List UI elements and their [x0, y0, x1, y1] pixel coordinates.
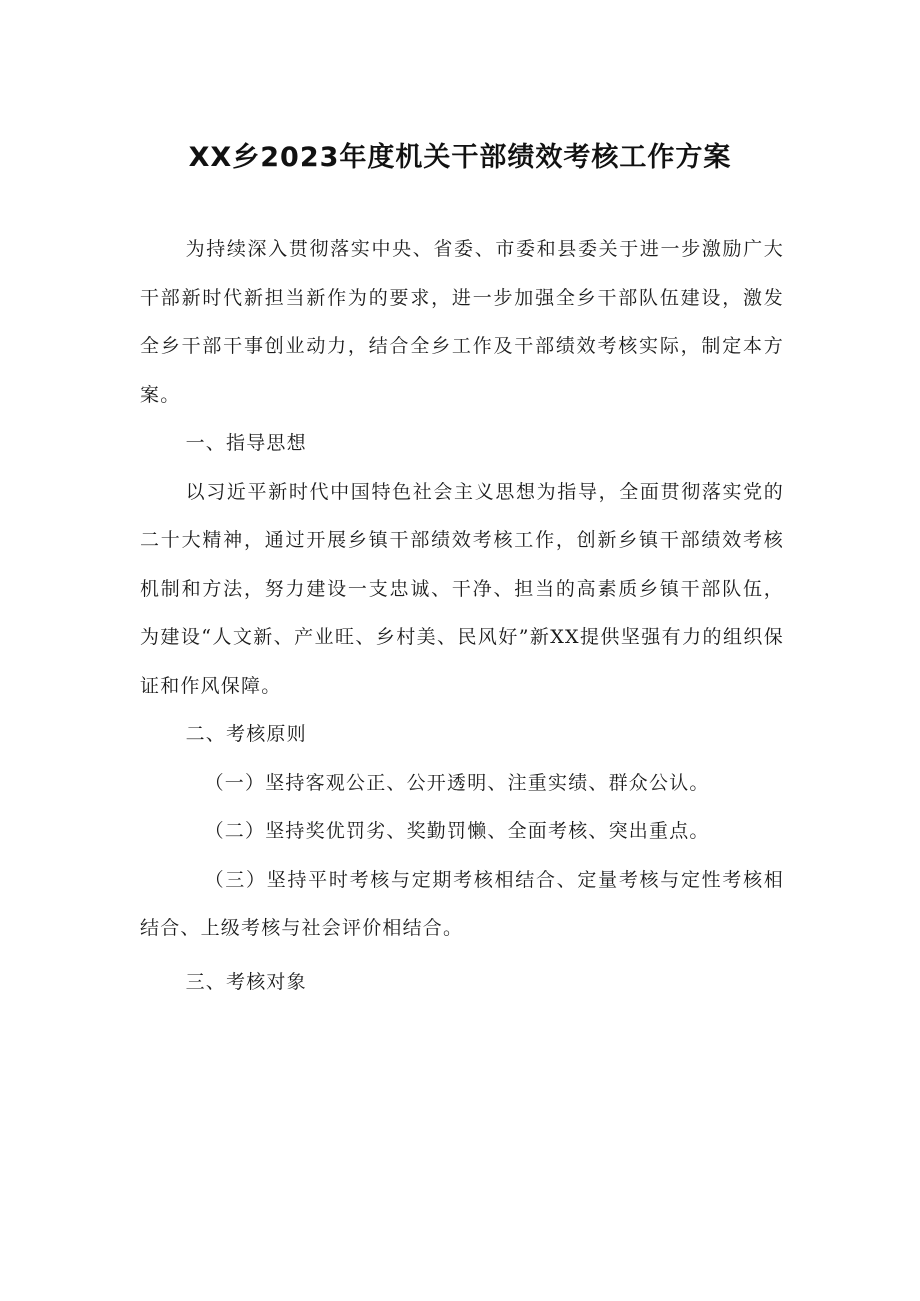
section-heading-assessment-targets: 三、考核对象	[185, 970, 307, 993]
document-title: XX乡2023年度机关干部绩效考核工作方案	[188, 142, 732, 173]
principle-item-2: （二）坚持奖优罚劣、奖勤罚懒、全面考核、突出重点。	[204, 820, 710, 842]
guiding-thought-paragraph: 以习近平新时代中国特色社会主义思想为指导，全面贯彻落实党的二十大精神，通过开展乡镇干部绩效考核工作，创新乡镇干部绩效考核机制和方法，努力建设一支忠诚、干净、担当的高素质乡镇干部队伍，为建设“人文新、产业旺、乡村美、民风好”新XX提供坚强有力的组织保证和作风保障。	[140, 480, 784, 697]
principle-item-3: （三）坚持平时考核与定期考核相结合、定量考核与定性考核相结合、上级考核与社会评价相结合。	[140, 868, 784, 939]
document-body	[140, 225, 784, 1006]
principle-item-1: （一）坚持客观公正、公开透明、注重实绩、群众公认。	[204, 771, 710, 794]
section-heading-assessment-principles: 二、考核原则	[185, 723, 307, 745]
intro-paragraph: 为持续深入贯彻落实中央、省委、市委和县委关于进一步激励广大干部新时代新担当新作为的要求，进一步加强全乡干部队伍建设，激发全乡干部干事创业动力，结合全乡工作及干部绩效考核实际，制定本方案。	[140, 238, 784, 406]
section-heading-guiding-thought: 一、指导思想	[185, 432, 307, 454]
